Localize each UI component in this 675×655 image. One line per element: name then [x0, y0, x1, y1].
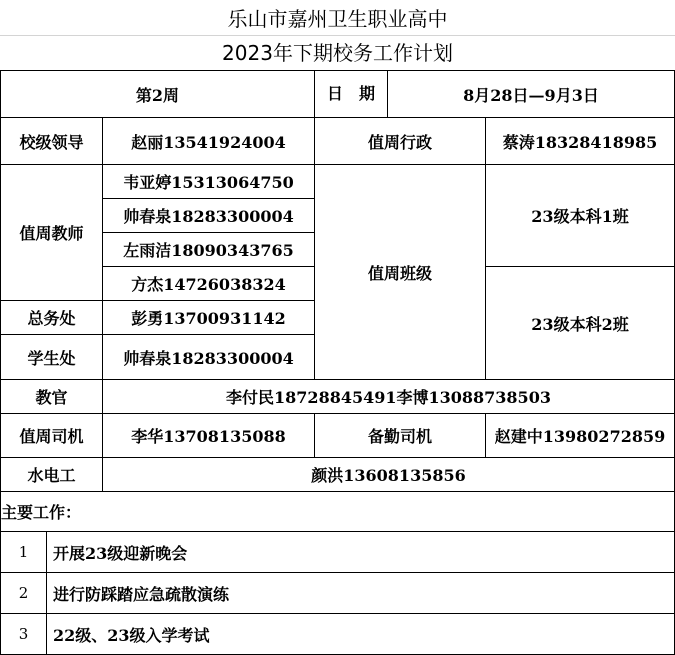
main-work-label: 主要工作： — [1, 492, 675, 532]
teacher-item: 方杰14726038324 — [103, 267, 315, 301]
leader-value: 赵丽13541924004 — [103, 118, 315, 165]
work-item — [1, 532, 675, 573]
work-item-text: 开展23级迎新晚会 — [53, 543, 188, 563]
work-item — [1, 573, 675, 614]
student-office-label: 学生处 — [1, 335, 103, 380]
driver-label: 值周司机 — [1, 414, 103, 458]
date-value: 8月28日—9月3日 — [463, 85, 599, 105]
date-cell — [315, 71, 675, 118]
divider — [0, 35, 675, 36]
student-office-value: 帅春泉18283300004 — [103, 335, 315, 380]
teacher-item: 左雨洁18090343765 — [103, 233, 315, 267]
driver-value: 李华13708135088 — [103, 414, 315, 458]
date-label: 日 期 — [315, 71, 388, 117]
general-affairs-value: 彭勇13700931142 — [103, 301, 315, 335]
backup-driver-label: 备勤司机 — [315, 414, 486, 458]
schedule-table — [0, 70, 675, 655]
duty-class-label: 值周班级 — [315, 165, 486, 380]
teachers-label: 值周教师 — [1, 165, 103, 301]
work-item — [1, 614, 675, 655]
duty-class-2: 23级本科2班 — [486, 267, 675, 380]
school-name: 乐山市嘉州卫生职业高中 — [227, 7, 448, 31]
backup-driver-value: 赵建中13980272859 — [486, 414, 675, 458]
work-item-text: 22级、23级入学考试 — [53, 625, 210, 645]
utility-label: 水电工 — [1, 458, 103, 492]
week-label: 第2周 — [1, 71, 315, 118]
duty-class-1: 23级本科1班 — [486, 165, 675, 267]
work-item-no: 1 — [1, 532, 47, 572]
leader-label: 校级领导 — [1, 118, 103, 165]
teacher-item: 韦亚婷15313064750 — [103, 165, 315, 199]
instructor-label: 教官 — [1, 380, 103, 414]
utility-value: 颜洪13608135856 — [103, 458, 675, 492]
work-item-no: 2 — [1, 573, 47, 613]
teacher-item: 帅春泉18283300004 — [103, 199, 315, 233]
work-item-text: 进行防踩踏应急疏散演练 — [53, 584, 230, 604]
instructor-value: 李付民18728845491李博13088738503 — [103, 380, 675, 414]
plan-title: 2023年下期校务工作计划 — [222, 41, 453, 65]
duty-admin-label: 值周行政 — [315, 118, 486, 165]
work-item-no: 3 — [1, 614, 47, 654]
general-affairs-label: 总务处 — [1, 301, 103, 335]
duty-admin-value: 蔡涛18328418985 — [486, 118, 675, 165]
